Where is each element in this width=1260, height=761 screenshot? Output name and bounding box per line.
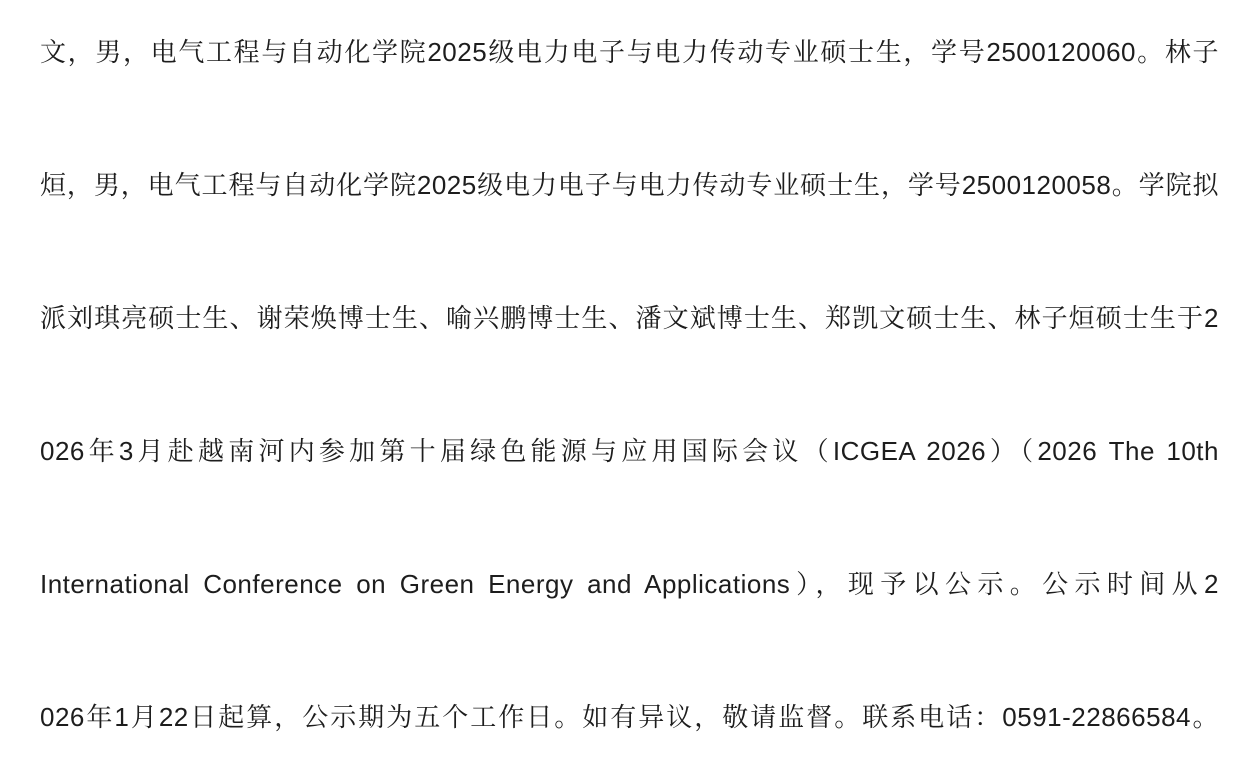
text-line-4: 026年3月赴越南河内参加第十届绿色能源与应用国际会议（ICGEA 2026）（2026 The 10th xyxy=(40,436,1219,466)
text-line-6: 026年1月22日起算，公示期为五个工作日。如有异议，敬请监督。联系电话：0591-22866584。 xyxy=(40,702,1219,732)
text-line-5: International Conference on Green Energy and Applications），现予以公示。公示时间从2 xyxy=(40,569,1219,599)
text-line-3: 派刘琪亮硕士生、谢荣焕博士生、喻兴鹏博士生、潘文斌博士生、郑凯文硕士生、林子烜硕士生于2 xyxy=(40,303,1219,333)
text-line-2: 烜，男，电气工程与自动化学院2025级电力电子与电力传动专业硕士生，学号2500120058。学院拟 xyxy=(40,170,1219,200)
text-line-1: 文，男，电气工程与自动化学院2025级电力电子与电力传动专业硕士生，学号2500120060。林子 xyxy=(40,37,1219,67)
